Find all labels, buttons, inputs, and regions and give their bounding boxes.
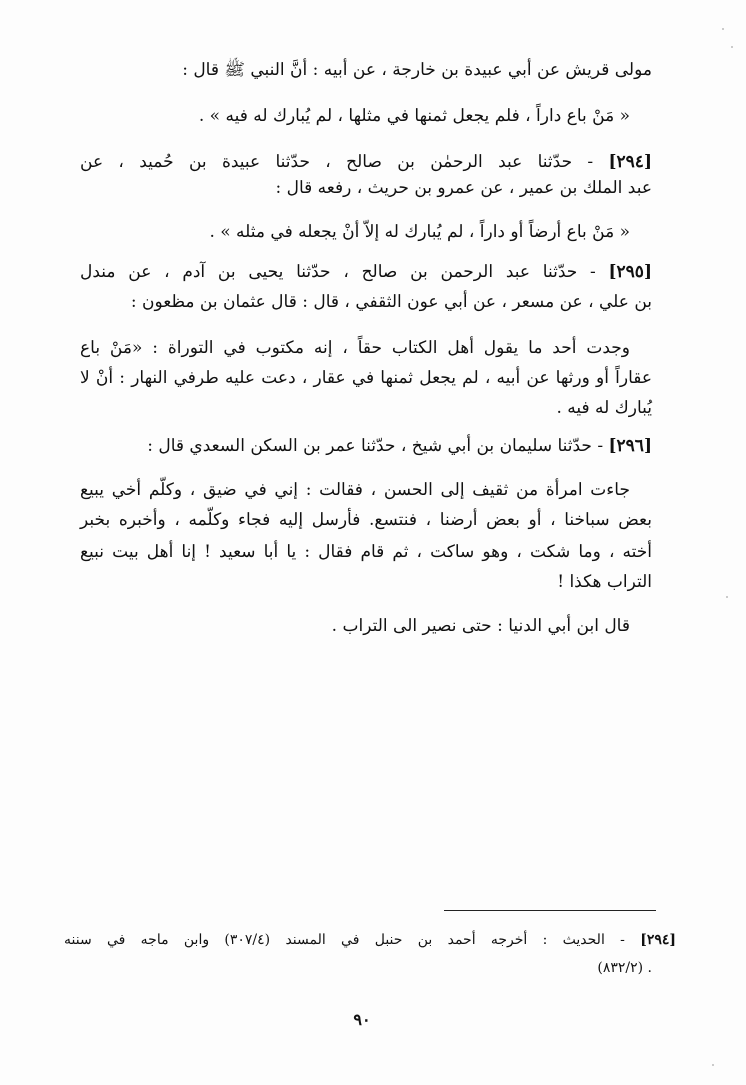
text-line: قال ابن أبي الدنيا : حتى نصير الى التراب . xyxy=(331,616,630,636)
text-line: بعض سباخنا ، أو بعض أرضنا ، فنتسع. فأرسل إليه فجاء وكلّمه ، وأخبره بخبر xyxy=(80,510,652,530)
footnote-line: (٨٣٢/٢) . xyxy=(597,960,652,976)
text-line: بن علي ، عن مسعر ، عن أبي عون الثقفي ، قال : قال عثمان بن مظعون : xyxy=(130,292,652,312)
footnote-divider xyxy=(444,910,656,911)
hadith-295-line xyxy=(80,260,652,284)
scan-speck xyxy=(731,46,733,48)
hadith-text: - حدّثنا عبد الرحمٰن بن صالح ، حدّثنا عبيدة بن حُميد ، عن xyxy=(80,152,609,172)
text-line: عبد الملك بن عمير ، عن عمرو بن حريث ، رفعه قال : xyxy=(275,178,652,198)
text-line: جاءت امرأة من ثقيف إلى الحسن ، فقالت : إني في ضيق ، وكلّم أخي يبيع xyxy=(80,480,630,500)
text-line: عقاراً أو ورثها عن أبيه ، لم يجعل ثمنها في عقار ، دعت عليه طرفي النهار : أنْ لا xyxy=(80,368,652,388)
hadith-296-line xyxy=(80,434,652,458)
footnote-number: [٢٩٤] xyxy=(640,932,676,948)
footnote-text: - الحديث : أخرجه أحمد بن حنبل في المسند (٣٠٧/٤) وابن ماجه في سننه xyxy=(64,932,641,948)
hadith-text: - حدّثنا عبد الرحمن بن صالح ، حدّثنا يحيى بن آدم ، عن مندل xyxy=(80,262,609,282)
text-line: « مَنْ باع أرضاً أو داراً ، لم يُبارك له إلاّ أنْ يجعله في مثله » . xyxy=(209,222,630,242)
hadith-number: [٢٩٦] xyxy=(608,436,652,456)
hadith-number: [٢٩٤] xyxy=(608,152,652,172)
text-line: مولى قريش عن أبي عبيدة بن خارجة ، عن أبيه : أنَّ النبي ﷺ قال : xyxy=(182,60,652,80)
hadith-294-line xyxy=(80,150,652,174)
hadith-number: [٢٩٥] xyxy=(608,262,652,282)
text-line: « مَنْ باع داراً ، فلم يجعل ثمنها في مثلها ، لم يُبارك له فيه » . xyxy=(198,106,630,126)
text-line: وجدت أحد ما يقول أهل الكتاب حقاً ، إنه مكتوب في التوراة : «مَنْ باع xyxy=(80,338,630,358)
text-line: أخته ، وما شكت ، وهو ساكت ، ثم قام فقال : يا أبا سعيد ! إنا أهل بيت نبيع xyxy=(80,542,652,562)
text-line: التراب هكذا ! xyxy=(557,572,652,592)
scan-speck xyxy=(722,28,724,30)
scan-speck xyxy=(726,596,728,598)
text-line: يُبارك له فيه . xyxy=(556,398,652,418)
footnote-line xyxy=(64,930,676,950)
scan-speck xyxy=(712,1064,714,1066)
page-number: ٩٠ xyxy=(353,1010,371,1029)
hadith-text: - حدّثنا سليمان بن أبي شيخ ، حدّثنا عمر بن السكن السعدي قال : xyxy=(147,436,609,456)
